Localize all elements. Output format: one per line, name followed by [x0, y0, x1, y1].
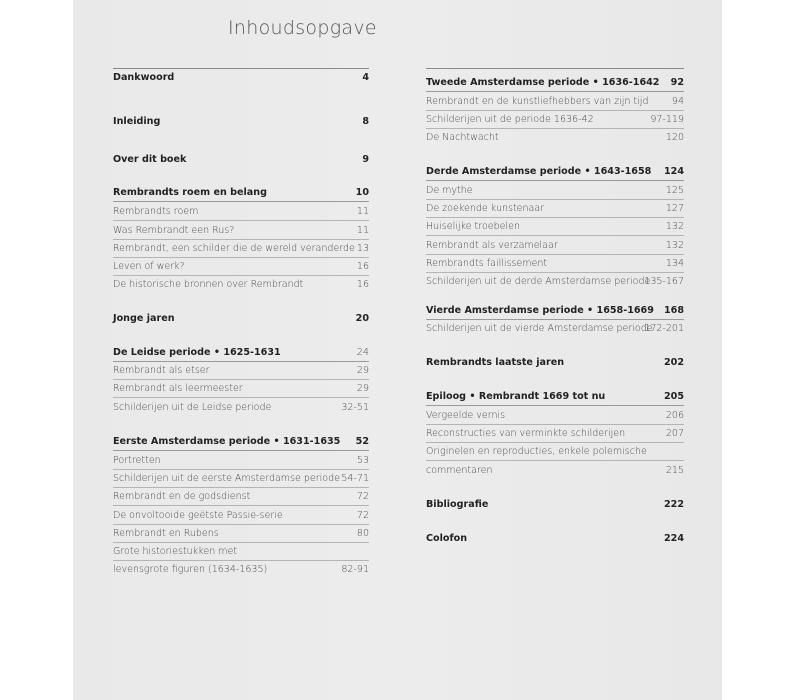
entry-page-number: 8 — [362, 116, 369, 127]
toc-entry — [426, 236, 684, 255]
entry-page-number: 172-201 — [644, 323, 684, 334]
entry-title: Inleiding — [113, 116, 161, 127]
toc-section-entry — [426, 73, 684, 92]
entry-title: De mythe — [426, 185, 473, 196]
entry-title: Was Rembrandt een Rus? — [113, 225, 235, 236]
entry-title: Schilderijen uit de derde Amsterdamse periode — [426, 276, 651, 287]
toc-entry — [113, 202, 369, 221]
toc-section-entry — [113, 309, 369, 328]
toc-entry — [426, 406, 684, 425]
entry-title: De onvoltooide geëtste Passie-serie — [113, 510, 283, 521]
entry-title: commentaren — [426, 465, 493, 476]
entry-page-number: 9 — [362, 154, 369, 165]
toc-entry — [113, 542, 369, 561]
toc-section-entry — [113, 112, 369, 131]
entry-title: Schilderijen uit de Leidse periode — [113, 402, 272, 413]
entry-title: Huiselijke troebelen — [426, 221, 521, 232]
toc-entry — [426, 442, 684, 461]
entry-page-number: 11 — [356, 206, 369, 217]
toc-entry — [426, 92, 684, 111]
toc-entry — [113, 361, 369, 380]
entry-title: Rembrandt en de godsdienst — [113, 491, 251, 502]
entry-title: Rembrandt en de kunstliefhebbers van zijn tijd — [426, 96, 649, 107]
entry-page-number: 52 — [355, 436, 369, 447]
entry-page-number: 29 — [356, 383, 369, 394]
entry-page-number: 132 — [665, 240, 684, 251]
entry-page-number: 11 — [356, 225, 369, 236]
toc-section-entry — [113, 432, 369, 451]
entry-page-number: 125 — [665, 185, 684, 196]
entry-page-number: 97-119 — [650, 114, 684, 125]
entry-page-number: 202 — [663, 357, 684, 368]
entry-title: Schilderijen uit de eerste Amsterdamse periode — [113, 473, 340, 484]
entry-title: Schilderijen uit de periode 1636-42 — [426, 114, 594, 125]
entry-page-number: 134 — [665, 258, 684, 269]
entry-page-number: 80 — [356, 528, 369, 539]
entry-title: Eerste Amsterdamse periode • 1631-1635 — [113, 436, 341, 447]
toc-section-entry — [113, 343, 369, 362]
toc-section-entry — [113, 183, 369, 202]
entry-page-number: 120 — [665, 132, 684, 143]
toc-entry — [113, 560, 369, 579]
entry-title: Rembrandt als leermeester — [113, 383, 243, 394]
entry-title: Rembrandts roem — [113, 206, 199, 217]
book-page — [73, 0, 722, 700]
toc-section-entry — [426, 387, 684, 406]
toc-section-entry — [426, 162, 684, 181]
entry-page-number: 222 — [663, 499, 684, 510]
entry-page-number: 215 — [665, 465, 684, 476]
entry-title: Dankwoord — [113, 72, 175, 83]
toc-entry — [426, 110, 684, 129]
entry-title: Rembrandt als verzamelaar — [426, 240, 558, 251]
entry-page-number: 29 — [356, 365, 369, 376]
entry-page-number: 4 — [362, 72, 369, 83]
entry-page-number: 205 — [663, 391, 684, 402]
entry-page-number: 224 — [663, 533, 684, 544]
entry-title: Rembrandts faillissement — [426, 258, 548, 269]
entry-title: De historische bronnen over Rembrandt — [113, 279, 304, 290]
entry-page-number: 16 — [356, 279, 369, 290]
entry-page-number: 168 — [663, 305, 684, 316]
toc-entry — [113, 239, 369, 258]
toc-entry — [113, 506, 369, 525]
page-title: Inhoudsopgave — [228, 17, 377, 39]
entry-title: Grote historiestukken met — [113, 546, 238, 557]
entry-title: De Nachtwacht — [426, 132, 499, 143]
entry-title: Leven of werk? — [113, 261, 185, 272]
entry-page-number: 72 — [356, 510, 369, 521]
toc-entry — [113, 451, 369, 470]
entry-title: Reconstructies van verminkte schilderijen — [426, 428, 626, 439]
toc-entry — [113, 487, 369, 506]
entry-title: Rembrandts laatste jaren — [426, 357, 565, 368]
entry-title: Rembrandts roem en belang — [113, 187, 267, 198]
entry-title: Rembrandt en Rubens — [113, 528, 219, 539]
entry-title: Vierde Amsterdamse periode • 1658-1669 — [426, 305, 654, 316]
entry-page-number: 13 — [356, 243, 369, 254]
entry-page-number: 24 — [356, 347, 369, 358]
entry-page-number: 20 — [355, 313, 369, 324]
toc-entry — [113, 257, 369, 276]
toc-entry — [426, 181, 684, 200]
entry-page-number: 132 — [665, 221, 684, 232]
entry-title: Colofon — [426, 533, 468, 544]
toc-section-entry — [426, 353, 684, 372]
entry-title: Portretten — [113, 455, 161, 466]
entry-title: levensgrote figuren (1634-1635) — [113, 564, 268, 575]
entry-page-number: 54-71 — [341, 473, 369, 484]
toc-section-entry — [426, 495, 684, 514]
right-top-rule — [426, 68, 684, 69]
entry-page-number: 207 — [665, 428, 684, 439]
toc-entry — [426, 217, 684, 236]
toc-section-entry — [426, 529, 684, 548]
toc-entry — [426, 128, 684, 147]
entry-page-number: 127 — [665, 203, 684, 214]
toc-section-entry — [426, 301, 684, 320]
toc-entry — [113, 379, 369, 398]
entry-title: Bibliografie — [426, 499, 489, 510]
entry-title: De Leidse periode • 1625-1631 — [113, 347, 281, 358]
entry-page-number: 10 — [355, 187, 369, 198]
entry-title: De zoekende kunstenaar — [426, 203, 545, 214]
toc-entry — [113, 398, 369, 417]
entry-title: Rembrandt, een schilder die de wereld veranderde — [113, 243, 355, 254]
entry-title: Epiloog • Rembrandt 1669 tot nu — [426, 391, 606, 402]
entry-page-number: 92 — [670, 77, 684, 88]
entry-title: Jonge jaren — [113, 313, 175, 324]
entry-page-number: 135-167 — [644, 276, 684, 287]
entry-title: Derde Amsterdamse periode • 1643-1658 — [426, 166, 652, 177]
toc-entry — [426, 272, 684, 291]
entry-title: Vergeelde vernis — [426, 410, 506, 421]
toc-entry — [426, 199, 684, 218]
entry-title: Rembrandt als etser — [113, 365, 210, 376]
toc-entry — [426, 254, 684, 273]
entry-page-number: 124 — [663, 166, 684, 177]
toc-section-entry — [113, 68, 369, 87]
entry-title: Schilderijen uit de vierde Amsterdamse periode — [426, 323, 653, 334]
toc-entry — [426, 424, 684, 443]
toc-entry — [113, 275, 369, 294]
entry-page-number: 16 — [356, 261, 369, 272]
toc-section-entry — [113, 150, 369, 169]
toc-entry — [426, 461, 684, 480]
toc-entry — [113, 524, 369, 543]
entry-page-number: 206 — [665, 410, 684, 421]
entry-page-number: 82-91 — [341, 564, 369, 575]
toc-entry — [113, 469, 369, 488]
entry-page-number: 32-51 — [341, 402, 369, 413]
entry-page-number: 72 — [356, 491, 369, 502]
entry-title: Tweede Amsterdamse periode • 1636-1642 — [426, 77, 660, 88]
entry-page-number: 94 — [671, 96, 684, 107]
entry-page-number: 53 — [356, 455, 369, 466]
toc-entry — [113, 221, 369, 240]
entry-title: Originelen en reproducties, enkele polemische — [426, 446, 647, 457]
entry-title: Over dit boek — [113, 154, 187, 165]
toc-entry — [426, 319, 684, 338]
